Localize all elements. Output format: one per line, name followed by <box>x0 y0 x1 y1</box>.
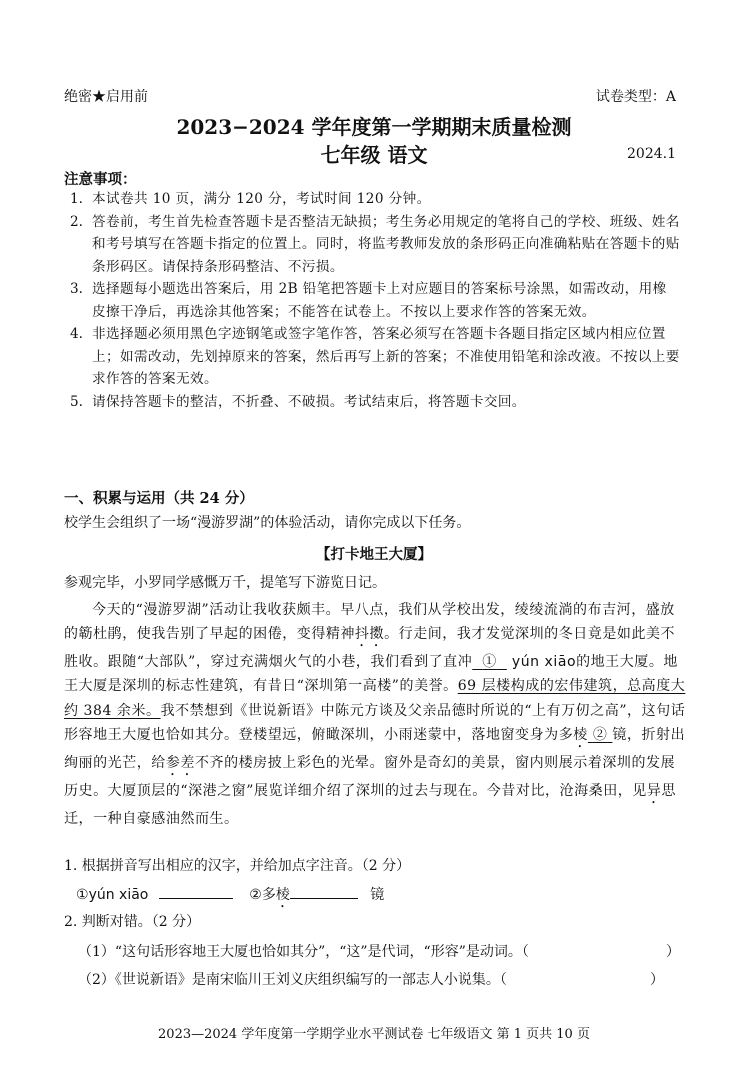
q1-part2-char: 棱 <box>275 887 290 903</box>
question-1-answers <box>76 884 384 911</box>
passage-text: 我不禁想到《世说新语》中陈元方谈及父亲品德时所说的“上有万仞之高”，这句话形容地王大厦也恰如其分。登楼望远，俯瞰深圳，小雨迷蒙中，落地窗变身为多 <box>64 702 686 743</box>
blank-2-number: ② <box>592 726 608 743</box>
q1-part2-number: ②多 <box>249 887 276 903</box>
notice-item <box>70 211 680 279</box>
question-2-item-close-paren: ） <box>650 972 664 988</box>
question-2-stem: 2. 判断对错。（2 分） <box>64 914 201 930</box>
notice-item-text: 本试卷共 10 页，满分 120 分，考试时间 120 分钟。 <box>92 191 431 207</box>
blank-1 <box>472 654 507 670</box>
task-intro: 参观完毕，小罗同学感慨万千，提笔写下游览日记。 <box>64 575 386 591</box>
question-2-item: （2）《世说新语》是南宋临川王刘义庆组织编写的一部志人小说集。（ <box>78 972 507 988</box>
notice-heading: 注意事项： <box>64 171 137 188</box>
passage-text: 今天的“漫游罗湖”活动让我收获颇丰。早八点，我们从学校出发，绫绫流淌的布吉河，盛放的簕杜鹃，使我告别了早起的困倦，变得精神 <box>64 602 675 643</box>
exam-title: 2023−2024 学年度第一学期期末质量检测 <box>176 115 572 139</box>
notice-item <box>70 323 680 391</box>
notice-item <box>70 391 680 414</box>
notice-item-number: 4. <box>70 326 83 342</box>
dotted-char: 异 <box>646 782 662 799</box>
q1-answer-blank-1[interactable] <box>159 884 233 899</box>
notice-list <box>70 188 680 413</box>
question-2-item: （1）“这句话形容地王大厦也恰如其分”，“这”是代词，“形容”是动词。（ <box>78 944 529 960</box>
page-footer: 2023—2024 学年度第一学期学业水平测试卷 七年级语文 第 1 页共 10 页 <box>158 1027 590 1042</box>
notice-item-text: 答卷前，考生首先检查答题卡是否整洁无缺损；考生务必用规定的笔将自己的学校、班级、姓名和考号填写在答题卡指定的位置上。同时，将监考教师发放的条形码正向准确粘贴在答题卡的贴条形码区。请保持条形码整洁、不污损。 <box>92 213 680 275</box>
notice-item-text: 非选择题必须用黑色字迹钢笔或签字笔作答，答案必须写在答题卡各题目指定区域内相应位置上；如需改动，先划掉原来的答案，然后再写上新的答案；不准使用铅笔和涂改液。不按以上要求作答的答案无效。 <box>92 326 680 387</box>
passage-text: 思迁，一种自豪感油然而生。 <box>64 782 676 827</box>
notice-item-number: 1. <box>70 191 83 207</box>
secret-mark: 绝密★启用前 <box>64 89 148 105</box>
diary-passage <box>64 598 686 831</box>
dotted-word: 参差 <box>165 754 195 771</box>
notice-item-text: 选择题每小题选出答案后，用 2B 铅笔把答题卡上对应题目的答案标号涂黑，如需改动，用橡皮擦干净后，再选涂其他答案；不能答在试卷上。不按以上要求作答的答案无效。 <box>92 281 667 320</box>
q1-part1-number: ① <box>76 887 89 903</box>
dotted-char: 棱 <box>573 726 588 743</box>
section-intro: 校学生会组织了一场“漫游罗湖”的体验活动，请你完成以下任务。 <box>64 515 471 531</box>
underlined-sentence: 69 层楼构成的宏伟建筑，总高度大约 384 余米。 <box>64 678 686 719</box>
task-title: 【打卡地王大厦】 <box>316 546 432 563</box>
notice-item <box>70 188 680 211</box>
blank-2 <box>588 727 613 743</box>
passage-text: 。行走间，我才发觉深圳的冬日竟是如此美不胜收。跟随“大部队”，穿过充满烟火气的小巷，我们看到了直冲 <box>64 626 676 671</box>
notice-item <box>70 278 680 323</box>
passage-text: 不齐的楼房披上彩色的光晕。窗外是奇幻的美景，窗内则展示着深圳的发展历史。大厦顶层的“深港之窗”展览详细介绍了深圳的过去与现在。今昔对比，沧海桑田，见 <box>64 754 676 799</box>
exam-date: 2024.1 <box>627 146 676 162</box>
q1-part2-tail: 镜 <box>370 887 385 903</box>
notice-item-number: 2. <box>70 213 83 230</box>
notice-item-text: 请保持答题卡的整洁，不折叠、不破损。考试结束后，将答题卡交回。 <box>92 393 526 410</box>
notice-item-number: 3. <box>70 281 83 297</box>
notice-item-number: 5. <box>70 393 83 410</box>
dotted-word: 抖擞 <box>355 626 385 643</box>
exam-subtitle: 七年级 语文 <box>320 143 428 167</box>
blank-1-number: ① <box>482 654 497 671</box>
blank-1-pinyin: yún xiāo <box>511 654 577 671</box>
q1-part1-pinyin: yún xiāo <box>88 887 149 903</box>
passage-text: 镜，折射出绚丽的光芒，给 <box>64 726 686 771</box>
q1-answer-blank-2[interactable] <box>290 884 358 899</box>
paper-type: 试卷类型：A <box>595 89 676 105</box>
question-1-stem: 1. 根据拼音写出相应的汉字，并给加点字注音。（2 分） <box>64 858 411 874</box>
passage-text: 的地王大厦。地王大厦是深圳的标志性建筑，有昔日“深圳第一高楼”的美誉。 <box>64 654 678 695</box>
section-heading: 一、积累与运用（共 24 分） <box>64 490 254 507</box>
question-2-item-close-paren: ） <box>666 944 680 960</box>
